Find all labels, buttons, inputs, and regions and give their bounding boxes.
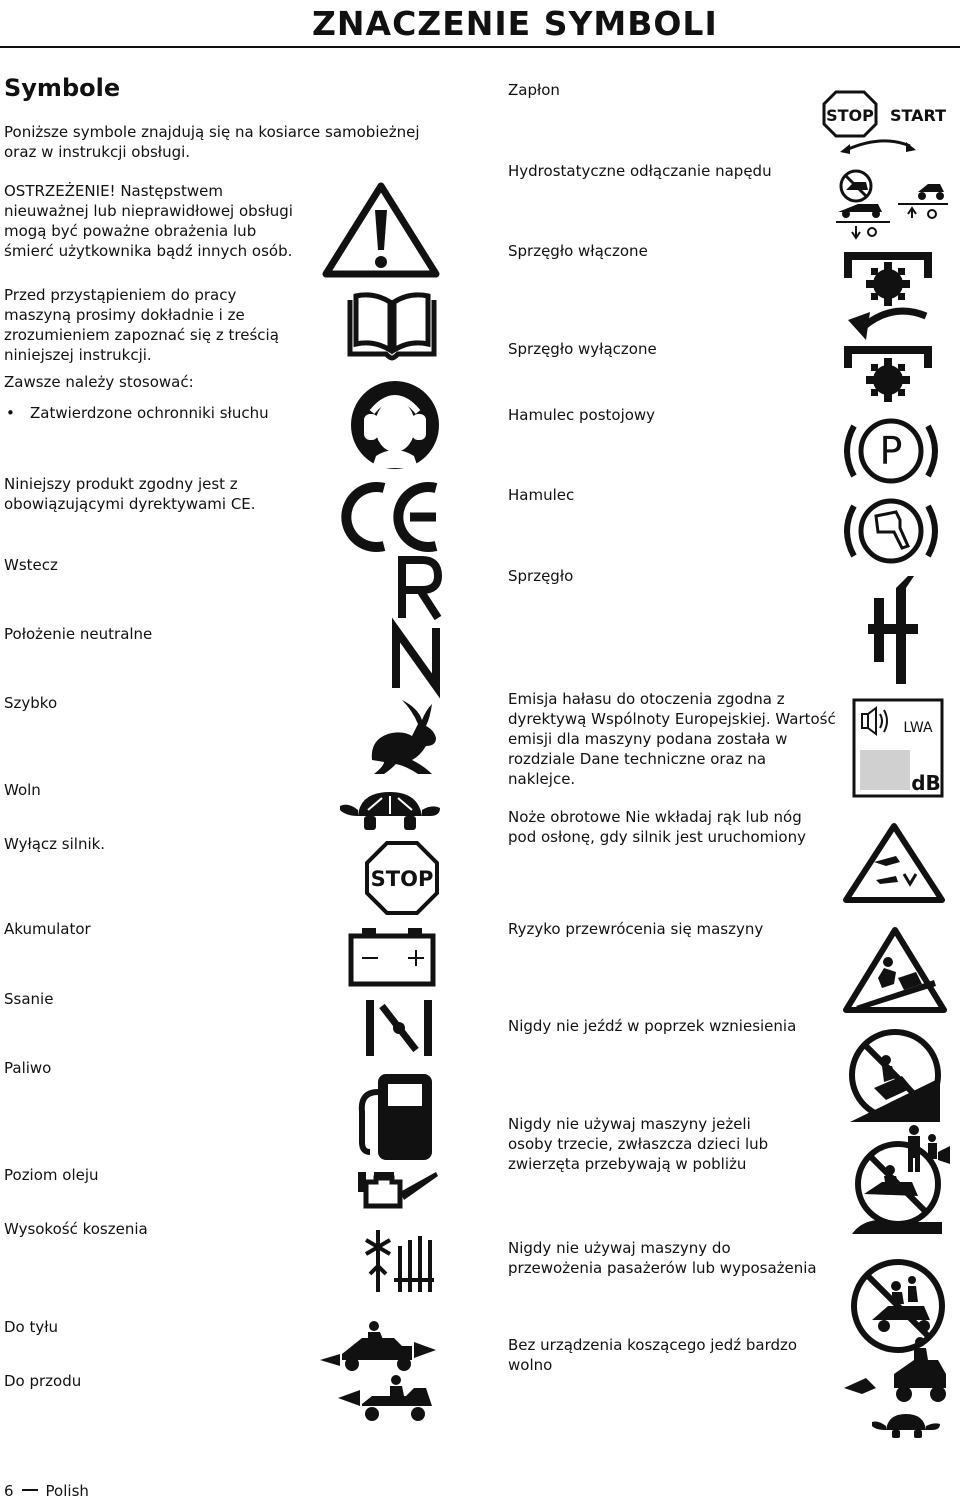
battery-text: Akumulator xyxy=(4,920,91,938)
hearing-text: Zatwierdzone ochronniki słuchu xyxy=(30,404,269,422)
stop-sign-icon xyxy=(364,840,440,916)
always-use-text: Zawsze należy stosować: xyxy=(4,373,194,391)
parking-letter: P xyxy=(879,429,903,473)
parking-brake-icon xyxy=(844,412,938,490)
ignition-text: Zapłon xyxy=(508,81,560,99)
noise-text: Emisja hałasu do otoczenia zgodna z dyrektywą Wspólnoty Europejskiej. Wartość emisji dla maszyny podana została w rozdziale Dane techniczne oraz na naklejce. xyxy=(508,690,836,788)
reverse-r-icon xyxy=(396,556,442,620)
fuel-text: Paliwo xyxy=(4,1059,52,1077)
clutch-disengaged-icon xyxy=(842,342,938,406)
ce-text: Niniejszy produkt zgodny jest z obowiązującymi dyrektywami CE. xyxy=(4,475,256,513)
db-label: dB xyxy=(911,771,941,795)
hydro-text: Hydrostatyczne odłączanie napędu xyxy=(508,162,772,180)
choke-icon xyxy=(362,996,436,1058)
no-bystanders-icon xyxy=(846,1116,954,1240)
clutch-off-text: Sprzęgło wyłączone xyxy=(508,340,657,358)
bullet-mark: • xyxy=(6,404,15,422)
footer-dash xyxy=(22,1489,38,1491)
page-title: ZNACZENIE SYMBOLI xyxy=(312,4,718,43)
section-title: Symbole xyxy=(4,74,121,102)
intro-text: Poniższe symbole znajdują się na kosiarce samobieżnej oraz w instrukcji obsługi. xyxy=(4,123,420,161)
oil-can-icon xyxy=(356,1168,440,1212)
tip-over-warning-icon xyxy=(842,926,948,1014)
turtle-slow-icon xyxy=(338,786,442,832)
clutch-on-text: Sprzęgło włączone xyxy=(508,242,648,260)
reverse-text: Wstecz xyxy=(4,556,58,574)
blades-text: Noże obrotowe Nie wkładaj rąk lub nóg pod osłonę, gdy silnik jest uruchomiony xyxy=(508,808,806,846)
rotating-blades-warning-icon xyxy=(842,822,946,904)
manual-text: Przed przystąpieniem do pracy maszyną prosimy dokładnie i ze zrozumieniem zapoznać się z treścią niniejszej instrukcji. xyxy=(4,286,279,364)
neutral-n-icon xyxy=(390,626,444,690)
warning-triangle-icon xyxy=(320,180,442,280)
oil-text: Poziom oleju xyxy=(4,1166,99,1184)
footer-language: Polish xyxy=(45,1482,89,1500)
slow-no-deck-text: Bez urządzenia koszącego jedź bardzo wolno xyxy=(508,1336,798,1374)
no-slope-crossing-icon xyxy=(846,1026,944,1124)
page-number: 6 xyxy=(4,1482,14,1500)
cutting-height-icon xyxy=(360,1226,436,1294)
page-footer xyxy=(4,1482,89,1500)
stop-sign-label: STOP xyxy=(370,867,434,891)
fuel-pump-icon xyxy=(356,1072,434,1162)
ignition-stop-start-icon xyxy=(822,90,952,160)
mower-backward-icon xyxy=(318,1320,438,1372)
clutch-engaged-icon xyxy=(842,248,938,344)
hearing-protection-icon xyxy=(350,380,440,470)
neutral-text: Położenie neutralne xyxy=(4,625,153,643)
slow-text: Woln xyxy=(4,781,41,799)
mower-forward-icon xyxy=(336,1374,436,1422)
drive-slow-without-deck-icon xyxy=(842,1334,958,1450)
fast-text: Szybko xyxy=(4,694,58,712)
people-text: Nigdy nie używaj maszyny jeżeli osoby trzecie, zwłaszcza dzieci lub zwierzęta przebywają w pobliżu xyxy=(508,1115,769,1173)
cut-height-text: Wysokość koszenia xyxy=(4,1220,148,1238)
hydrostatic-release-icon xyxy=(832,168,950,240)
tip-text: Ryzyko przewrócenia się maszyny xyxy=(508,920,764,938)
header-divider xyxy=(0,46,960,48)
clutch-text: Sprzęgło xyxy=(508,567,574,585)
brake-text: Hamulec xyxy=(508,486,575,504)
forward-text: Do przodu xyxy=(4,1372,82,1390)
choke-text: Ssanie xyxy=(4,990,54,1008)
warning-text: OSTRZEŻENIE! Następstwem nieuważnej lub nieprawidłowej obsługi mogą być poważne obrażenia lub śmierć użytkownika bądź innych osób. xyxy=(4,182,293,260)
passengers-text: Nigdy nie używaj maszyny do przewożenia pasażerów lub wyposażenia xyxy=(508,1239,817,1277)
noise-emission-icon xyxy=(852,698,944,798)
clutch-pedal-icon xyxy=(868,572,918,688)
lwa-label: LWA xyxy=(903,720,933,736)
brake-icon xyxy=(844,492,938,570)
rabbit-fast-icon xyxy=(362,696,442,776)
battery-icon xyxy=(348,926,436,988)
manual-book-icon xyxy=(346,292,438,360)
ce-mark-icon xyxy=(336,480,446,554)
parking-brake-text: Hamulec postojowy xyxy=(508,406,656,424)
slope-text: Nigdy nie jeźdź w poprzek wzniesienia xyxy=(508,1017,797,1035)
stop-engine-text: Wyłącz silnik. xyxy=(4,835,106,853)
ignition-start-label: START xyxy=(889,106,947,125)
backward-text: Do tyłu xyxy=(4,1318,59,1336)
ignition-stop-label: STOP xyxy=(826,106,874,125)
